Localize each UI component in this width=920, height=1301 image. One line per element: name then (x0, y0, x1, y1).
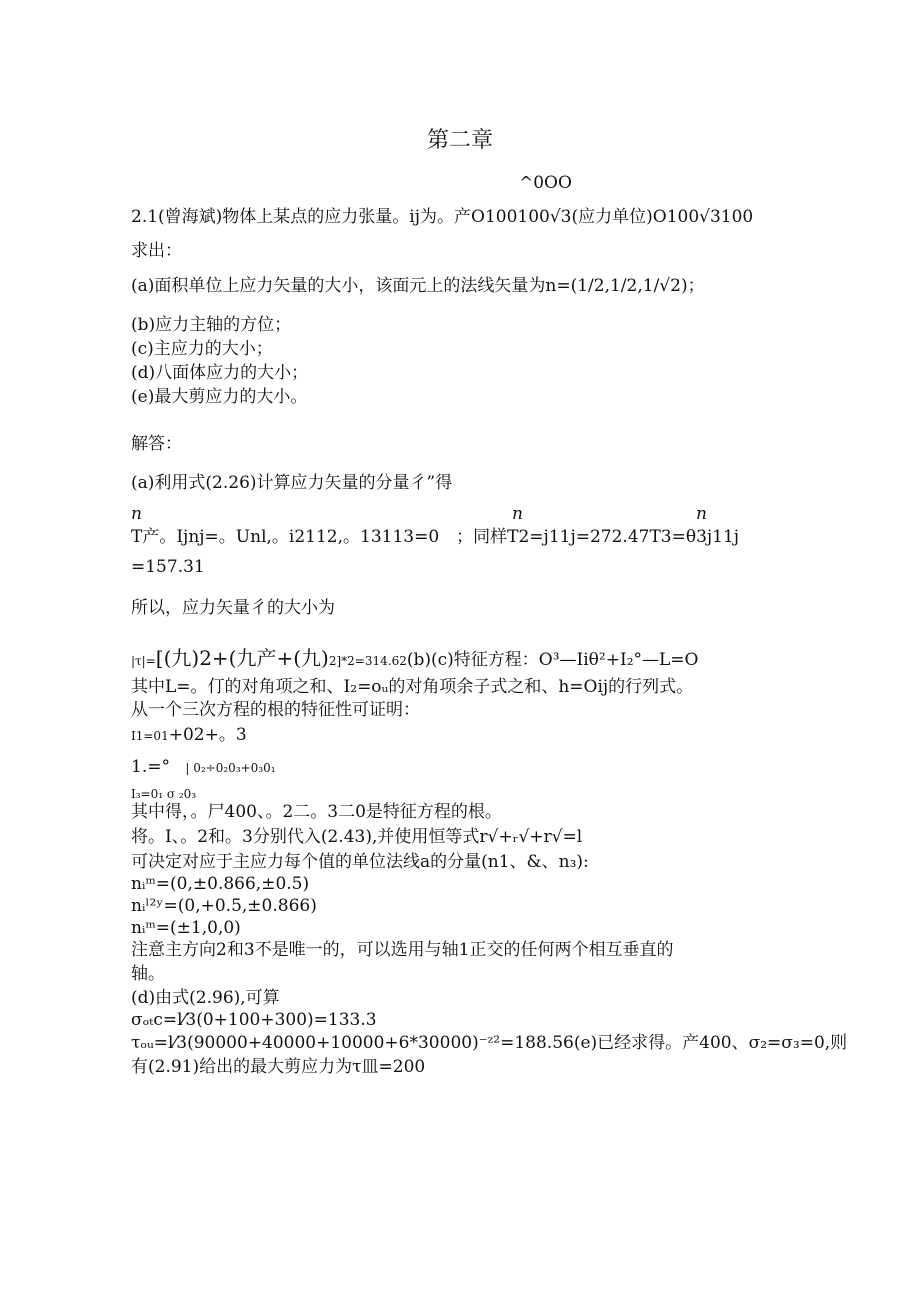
question-c: (c)主应力的大小； (131, 339, 273, 359)
text-line: 从一个三次方程的根的特征性可证明： (131, 700, 420, 720)
equation-line (131, 647, 698, 672)
text-line: 注意主方向2和3不是唯一的，可以选用与轴1正交的任何两个相互垂直的 (131, 940, 674, 960)
question-d: (d)八面体应力的大小； (131, 363, 309, 383)
text-line: (a)利用式(2.26)计算应力矢量的分量彳”得 (131, 473, 453, 493)
normal-vector-3: nᵢᵐ=(±1,0,0) (131, 918, 241, 938)
characteristic-equation: (b)(c)特征方程：O³—Iiθ²+I₂°—L=O (406, 650, 699, 670)
chapter-title: 第二章 (426, 128, 493, 153)
answer-heading: 解答： (131, 434, 182, 454)
text-line: (d)由式(2.96),可算 (131, 988, 280, 1008)
invariant-expression: +02+。3 (168, 725, 247, 745)
invariant-i1 (131, 724, 247, 747)
normal-vector-1: nᵢᵐ=(0,±0.866,±0.5) (131, 874, 310, 894)
magnitude-result: 2]*2=314.62 (328, 654, 407, 668)
superscript-n: n (131, 504, 142, 524)
superscript-n: n (512, 504, 523, 524)
invariant-label: 1.=° (131, 757, 170, 777)
equation-line: T产。Ijnj=。Unl,。i2112,。13113=0 ；同样T2=j11j=272.47T3=θ3j11j (131, 527, 740, 547)
invariant-label: I1=01 (131, 729, 169, 743)
text-line: 轴。 (131, 964, 165, 984)
question-a: (a)面积单位上应力矢量的大小，该面元上的法线矢量为n=(1/2,1/2,1/√2)； (131, 276, 705, 296)
octahedral-normal-stress: σₒₜc=l⁄3(0+100+300)=133.3 (131, 1010, 377, 1030)
text-line: 求出： (131, 241, 182, 261)
text-line: 其中L=。仃的对角项之和、I₂=oᵤ的对角项余子式之和、h=Oij的行列式。 (131, 677, 694, 697)
text-line: 所以，应力矢量彳的大小为 (131, 598, 335, 618)
equation-line: =157.31 (131, 557, 205, 577)
octahedral-shear-stress: τₒᵤ=l⁄3(90000+40000+10000+6*30000)⁻ᶻ²=188.56(e)已经求得。产400、σ₂=σ₃=0,则 (131, 1033, 848, 1053)
invariant-i2 (131, 756, 276, 779)
magnitude-symbol: |τ|= (131, 654, 156, 668)
text-line: 其中得，。尸400、。2二。3二0是特征方程的根。 (131, 802, 502, 822)
normal-vector-2: nᵢˡ²ʸ=(0,+0.5,±0.866) (131, 896, 317, 916)
superscript-n: n (696, 504, 707, 524)
question-b: (b)应力主轴的方位； (131, 315, 292, 335)
problem-statement: 2.1(曾海斌)物体上某点的应力张量。ij为。产O100100√3(应力单位)O100√3100 (131, 207, 754, 227)
question-e: (e)最大剪应力的大小。 (131, 387, 308, 407)
header-fragment: ^0OO (519, 173, 572, 193)
max-shear-stress: 有(2.91)给出的最大剪应力为τ皿=200 (131, 1057, 426, 1077)
bracket-expression: [(九)2+(九产+(九) (155, 646, 329, 670)
invariant-expression: | 0₂÷0₂0₃+0₃0₁ (185, 761, 276, 775)
text-line: 将。I、。2和。3分别代入(2.43),并使用恒等式r√+ᵣ√+r√=l (131, 827, 583, 847)
text-line: 可决定对应于主应力每个值的单位法线a的分量(n1、&、n₃): (131, 852, 589, 872)
invariant-i3: I₃=0₁ σ ₂0₃ (131, 787, 197, 801)
